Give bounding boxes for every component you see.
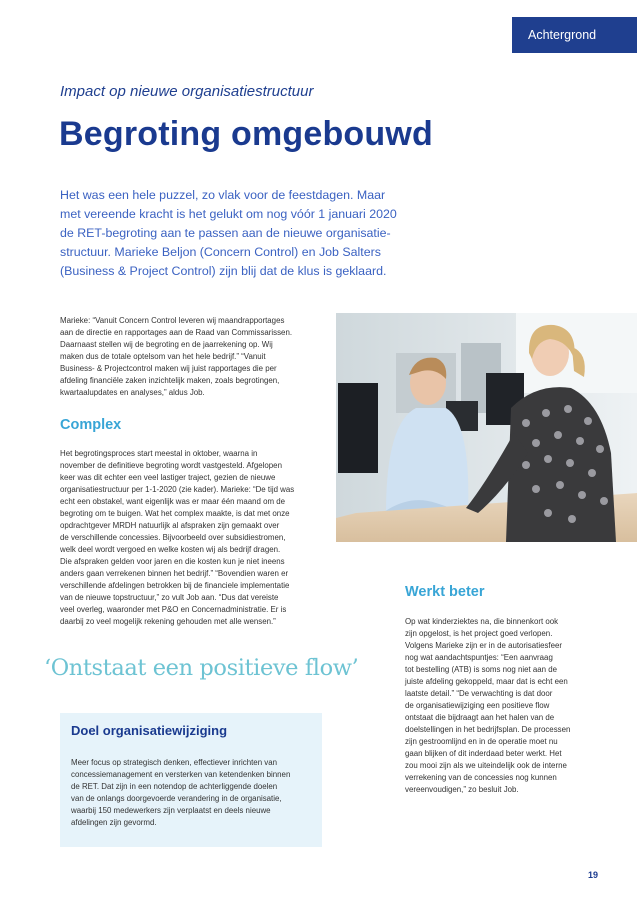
text-line: van de nieuwe topstructuur,” zo vult Job aan. “Dus dat vereiste xyxy=(60,593,279,602)
section-tab: Achtergrond xyxy=(512,17,637,53)
text-line: zijn gestroomlijnd en in de operatie moet nu xyxy=(405,737,558,746)
intro-line: structuur. Marieke Beljon (Concern Control) en Job Salters xyxy=(60,245,381,260)
text-line: zijn opgelost, is het project goed verlopen. xyxy=(405,629,553,638)
body-paragraph-1 xyxy=(60,315,328,399)
text-line: organisatiestructuur per 1-1-2020 (zie kader). Marieke: “De tijd was xyxy=(60,485,295,494)
text-line: opdrachtgever MRDH natuurlijk al afspraken zijn gemaakt over xyxy=(60,521,280,530)
info-box-title: Doel organisatiewijziging xyxy=(71,723,228,738)
article-title: Begroting omgebouwd xyxy=(59,115,433,153)
text-line: afdeling financiële zaken inzichtelijk maken, zoals begrotingen, xyxy=(60,376,280,385)
text-line: kwartaalupdates en analyses,” aldus Job. xyxy=(60,388,205,397)
text-line: Daarnaast stellen wij de begroting en de jaarrekening op. Wij xyxy=(60,340,273,349)
text-line: november de definitieve begroting wordt vastgesteld. Afgelopen xyxy=(60,461,282,470)
text-line: Het begrotingsproces start meestal in oktober, waarna in xyxy=(60,449,258,458)
text-line: laatste detail.” “De verwachting is dat door xyxy=(405,689,553,698)
text-line: Op wat kinderziektes na, die binnenkort ook xyxy=(405,617,559,626)
text-line: welk deel wordt vergoed en welke kosten wij als bedrijf dragen. xyxy=(60,545,281,554)
text-line: de organisatiewijziging een positieve flow xyxy=(405,701,550,710)
intro-line: (Business & Project Control) zijn blij dat de klus is geklaard. xyxy=(60,264,387,279)
text-line: Volgens Marieke zijn er in de autorisatiesfeer xyxy=(405,641,563,650)
text-line: daarbij zo veel mogelijk rekening gehouden met alle wensen.” xyxy=(60,617,276,626)
text-line: Marieke: “Vanuit Concern Control leveren wij maandrapportages xyxy=(60,316,285,325)
text-line: gaan blijken of dit inderdaad beter werkt. Het xyxy=(405,749,562,758)
article-photo xyxy=(336,313,637,542)
info-box-text xyxy=(71,757,321,829)
text-line: doelstellingen in het bedrijfsplan. De processen xyxy=(405,725,571,734)
text-line: verrekening van de concessies nog kunnen xyxy=(405,773,557,782)
text-line: nog wat aandachtspuntjes: “Een aanvraag xyxy=(405,653,553,662)
text-line: van de onlangs doorgevoerde verandering in de organisatie, xyxy=(71,794,282,803)
text-line: Die afspraken gelden voor jaren en die kosten kun je niet ineens xyxy=(60,557,285,566)
text-line: Meer focus op strategisch denken, effectiever inrichten van xyxy=(71,758,278,767)
text-line: zou mooi zijn als we uiteindelijk ook de interne xyxy=(405,761,567,770)
body-paragraph-3 xyxy=(405,616,595,796)
article-kicker: Impact op nieuwe organisatiestructuur xyxy=(60,83,314,100)
text-line: de verschillende concessies. Bijvoorbeeld over subsidiestromen, xyxy=(60,533,286,542)
text-line: keer was dit echter een veel lastiger traject, gezien de nieuwe xyxy=(60,473,276,482)
page-number: 19 xyxy=(588,870,599,880)
pull-quote: ‘Ontstaat een positieve flow’ xyxy=(44,655,359,681)
intro-line: met vereende kracht is het gelukt om nog vóór 1 januari 2020 xyxy=(60,207,397,222)
subhead-complex: Complex xyxy=(60,417,122,433)
text-line: waarbij 150 medewerkers zijn verplaatst en deels nieuwe xyxy=(71,806,271,815)
text-line: echt een obstakel, want eigenlijk was er maar één maand om de xyxy=(60,497,286,506)
intro-paragraph xyxy=(60,186,405,281)
text-line: juiste afdeling gekoppeld, maar dat is echt een xyxy=(405,677,568,686)
subhead-werkt-beter: Werkt beter xyxy=(405,584,485,600)
text-line: aan de directie en rapportages aan de Raad van Commissarissen. xyxy=(60,328,293,337)
text-line: tot bestelling (ATB) is soms nog niet aan de xyxy=(405,665,558,674)
text-line: ontstaat die bijdraagt aan het halen van de xyxy=(405,713,555,722)
text-line: afdelingen zijn gevormd. xyxy=(71,818,157,827)
text-line: anders gaan verrekenen binnen het bedrijf.” “Bovendien waren er xyxy=(60,569,289,578)
text-line: vereenvoudigen,” zo besluit Job. xyxy=(405,785,519,794)
text-line: concessiemanagement en versterken van ketendenken binnen xyxy=(71,770,291,779)
intro-line: Het was een hele puzzel, zo vlak voor de feestdagen. Maar xyxy=(60,188,386,202)
text-line: begroting om te buigen. Wat het complex maakte, is dat met onze xyxy=(60,509,290,518)
office-photo-illustration xyxy=(336,313,637,542)
intro-line: de RET-begroting aan te passen aan de nieuwe organisatie- xyxy=(60,226,391,241)
text-line: Business- & Projectcontrol maken wij juist rapportages die per xyxy=(60,364,277,373)
text-line: maken dus de totale optelsom van het hele bedrijf.” “Vanuit xyxy=(60,352,266,361)
body-paragraph-2 xyxy=(60,448,328,628)
text-line: de RET. Dat zijn in een notendop de achterliggende doelen xyxy=(71,782,278,791)
text-line: verschillende afdelingen betrokken bij de financiele implementatie xyxy=(60,581,290,590)
text-line: veel overleg, waaronder met P&O en Concernadministratie. Er is xyxy=(60,605,287,614)
